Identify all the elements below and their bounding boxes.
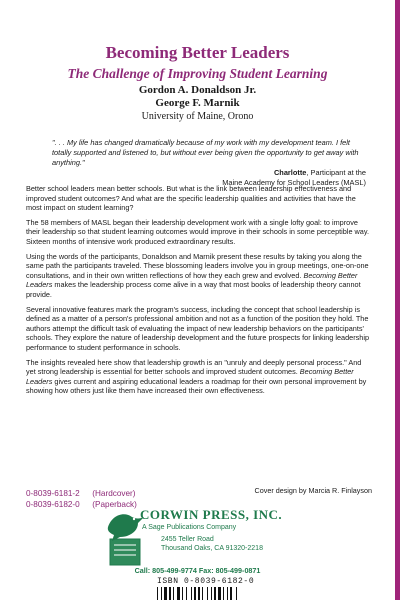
paragraph-text: makes the leadership process come alive in a way that most books of leadership theory cannot provide. <box>26 280 361 299</box>
isbn-format: (Hardcover) <box>92 489 136 498</box>
paragraph-text: Using the words of the participants, Donaldson and Marnik present these results by taking you along the same path the participants traveled. These blossoming leaders involve you in group meetings, one-on-one consultations, and in their own written reflections of how they each grew and evolved. <box>26 251 369 280</box>
description-paragraph: The 58 members of MASL began their leadership development work with a single lofty goal: to improve their leadership so that student learning outcomes would improve in their schools in some perceptible way. Sixteen months of intensive work produced extraordinary results. <box>26 217 369 246</box>
book-title-italic: Becoming Better Leaders <box>26 270 358 290</box>
testimonial-quote <box>52 138 366 188</box>
paragraph-text: gives current and aspiring educational leaders a roadmap for their own personal improvement by showing how others just like them have increased their own effectiveness. <box>26 376 367 396</box>
author-name: George F. Marnik <box>155 97 240 109</box>
isbn-number: 0-8039-6181-2 <box>26 489 80 498</box>
description-body <box>26 184 372 401</box>
description-paragraph <box>26 252 372 300</box>
isbn-format: (Paperback) <box>92 500 137 509</box>
authors-block <box>0 84 395 123</box>
barcode-icon <box>157 587 249 600</box>
description-paragraph <box>26 358 372 396</box>
quote-attribution <box>52 168 366 178</box>
quote-attribution-name: Charlotte <box>273 168 307 177</box>
publisher-subtitle: A Sage Publications Company <box>142 524 237 531</box>
book-title: Becoming Better Leaders <box>105 43 290 62</box>
quote-text: ". . . My life has changed dramatically because of my work with my development team. I felt totally supported and listened to, but without ever being given the opportunity to get away with anything." <box>52 138 359 167</box>
book-subtitle: The Challenge of Improving Student Learning <box>67 66 328 81</box>
quote-attribution-org: Maine Academy for School Leaders (MASL) <box>222 178 366 187</box>
description-paragraph: Several innovative features mark the program's success, including the concept that school leadership is defined as a matter of a person's professional ambition and not as a function of the position they hold. The authors attempt the difficult task of evaluating the impact of new leadership behaviors on the participants' schools. They explore the nature of leadership development and the future prospects for linking leadership performance to student performance in schools. <box>26 304 370 352</box>
publisher-address-line: Thousand Oaks, CA 91320-2218 <box>161 545 263 552</box>
spine-edge-stripe <box>395 0 400 600</box>
isbn-row <box>26 488 137 499</box>
paragraph-text: The insights revealed here show that leadership growth is an "unruly and deeply personal process." And yet strong leadership is essential for better schools and improved student outcomes. <box>26 357 362 377</box>
quote-attribution-role: , Participant at the <box>306 168 366 177</box>
author-affiliation: University of Maine, Orono <box>141 111 254 122</box>
publisher-phone-fax: Call: 805-499-9774 Fax: 805-499-0871 <box>134 566 261 575</box>
publisher-address <box>161 535 263 553</box>
publisher-address-line: 2455 Teller Road <box>161 536 214 543</box>
barcode-isbn-label: ISBN 0-8039-6182-0 <box>157 577 255 586</box>
author-name: Gordon A. Donaldson Jr. <box>138 84 257 96</box>
isbn-number: 0-8039-6182-0 <box>26 500 80 509</box>
book-title-italic: Becoming Better Leaders <box>26 367 354 386</box>
cover-design-credit: Cover design by Marcia R. Finlayson <box>254 486 372 495</box>
publisher-block <box>104 505 304 573</box>
description-paragraph: Better school leaders mean better schools. But what is the link between leadership effectiveness and improved student outcomes? And what are the specific leadership qualities and activities that have the most impact on student learning? <box>26 184 356 213</box>
publisher-name: CORWIN PRESS, INC. <box>140 507 283 522</box>
